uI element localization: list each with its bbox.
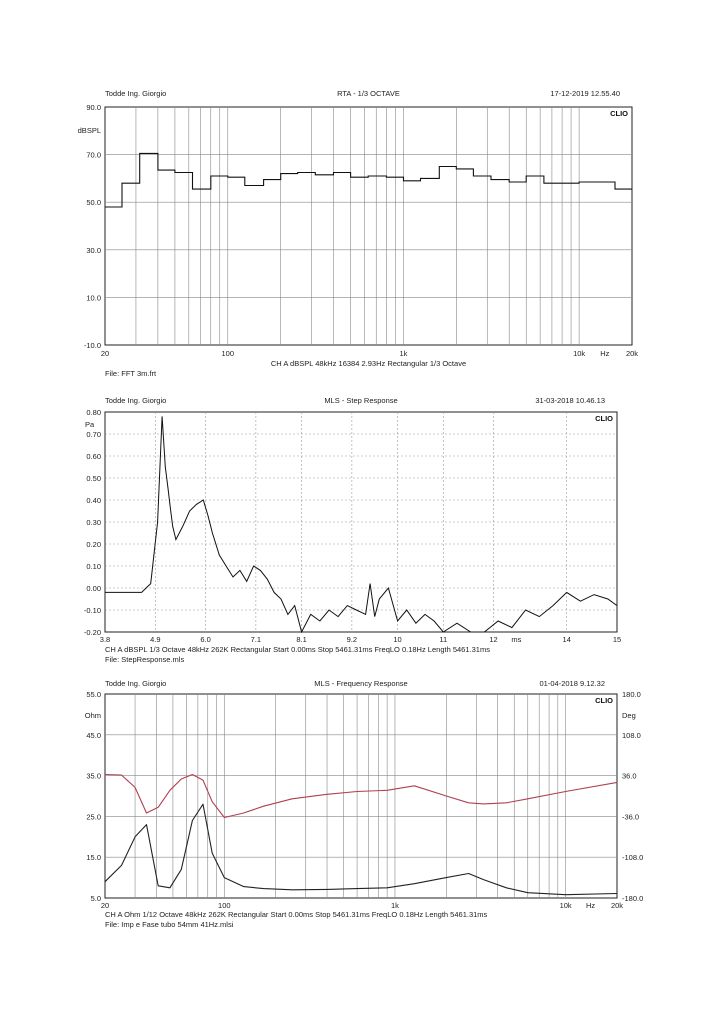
chart-2-ytick-label: 0.40: [86, 496, 101, 505]
chart-3-xtick-label: 20k: [610, 901, 624, 910]
chart-2-xlabel: ms: [511, 635, 522, 644]
chart-2-xtick-label: 4.9: [150, 635, 161, 644]
chart-1-xtick-label: 1k: [399, 349, 408, 358]
chart-1-ytick-label: 30.0: [86, 245, 101, 255]
chart-1-xtick-label: 20: [100, 349, 110, 358]
chart-3-ytick-label: 5.0: [90, 894, 101, 903]
chart-3-series-impedance: [105, 804, 617, 895]
chart-3-xtick-label: 1k: [390, 901, 399, 910]
chart-3-y2tick-label: -108.0: [622, 853, 644, 863]
chart-2-brand: CLIO: [595, 414, 613, 423]
chart-1-ytick-label: -10.0: [83, 341, 101, 350]
chart-2-ytick-label: 0.20: [86, 540, 101, 549]
chart-2-xtick-label: 10: [393, 635, 402, 644]
chart-2-step-curve: [105, 416, 617, 632]
chart-2-xtick-label: 14: [562, 635, 571, 644]
chart-2-timestamp: 31-03-2018 10.46.13: [535, 396, 605, 405]
chart-1-ytick-label: 70.0: [86, 150, 101, 160]
chart-3-file: File: Imp e Fase tubo 54mm 41Hz.mlsi: [105, 920, 234, 929]
chart-3-xunit: Hz: [585, 901, 596, 910]
chart-3-ytick-label: 45.0: [86, 730, 101, 740]
chart-2-ytick-label: 0.00: [86, 584, 101, 593]
chart-2-xtick-label: 11: [439, 635, 448, 644]
chart-3-timestamp: 01-04-2018 9.12.32: [539, 679, 605, 688]
chart-2-file: File: StepResponse.mls: [105, 655, 185, 664]
chart-1-xtick-label: 100: [221, 349, 235, 358]
chart-1-ytick-label: 90.0: [86, 103, 101, 112]
chart-3-series-phase: [105, 775, 617, 818]
chart-3-xtick-label: 20: [100, 901, 110, 910]
chart-3-y2tick-label: -36.0: [622, 812, 640, 822]
chart-1-rta-curve: [105, 153, 632, 207]
chart-2-ylabel: Pa: [85, 420, 95, 429]
chart-2-xtick-label: 6.0: [200, 635, 211, 644]
chart-2-ytick-label: 0.80: [86, 408, 101, 417]
chart-2-xtick-label: 3.8: [99, 635, 111, 644]
chart-1-xtick-label: 10k: [573, 349, 586, 358]
chart-3-xtick-label: 100: [218, 901, 231, 910]
chart-2-title: MLS - Step Response: [324, 396, 398, 405]
chart-1-ytick-label: 50.0: [86, 198, 101, 208]
chart-1-author: Todde Ing. Giorgio: [105, 89, 167, 98]
chart-2-xtick-label: 12: [489, 635, 498, 644]
chart-1-footer: CH A dBSPL 48kHz 16384 2.93Hz Rectangular 1/3 Octave: [270, 359, 467, 368]
chart-1-title: RTA - 1/3 OCTAVE: [337, 89, 400, 98]
chart-2-footer: CH A dBSPL 1/3 Octave 48kHz 262K Rectangular Start 0.00ms Stop 5461.31ms FreqLO 0.18Hz Length 5461.31ms: [105, 645, 490, 654]
chart-3-y2tick-label: 108.0: [622, 730, 641, 740]
chart-3-y2tick-label: -180.0: [622, 894, 644, 903]
chart-1-ytick-label: 10.0: [86, 293, 101, 303]
chart-3-y2label: Deg: [622, 711, 636, 720]
chart-2-ytick-label: -0.10: [83, 606, 101, 615]
chart-2-xtick-label: 15: [612, 635, 622, 644]
chart-2-xtick-label: 9.2: [346, 635, 358, 644]
chart-2-ytick-label: 0.60: [86, 452, 101, 461]
chart-1-frame: [105, 107, 632, 345]
chart-2-ytick-label: 0.30: [86, 518, 101, 527]
chart-3-author: Todde Ing. Giorgio: [105, 679, 167, 688]
chart-2-ytick-label: 0.50: [86, 474, 101, 483]
chart-3-ylabel: Ohm: [84, 711, 101, 720]
chart-2-author: Todde Ing. Giorgio: [105, 396, 167, 405]
chart-3-ytick-label: 55.0: [86, 690, 101, 699]
chart-2-ytick-label: 0.10: [86, 562, 101, 571]
chart-3-ytick-label: 35.0: [86, 771, 101, 781]
chart-1-brand: CLIO: [610, 109, 628, 118]
chart-2-ytick-label: -0.20: [83, 628, 101, 637]
chart-2-ytick-label: 0.70: [86, 430, 101, 439]
chart-1-xunit: Hz: [600, 349, 610, 358]
chart-1-ylabel: dBSPL: [77, 126, 101, 135]
chart-3-brand: CLIO: [595, 696, 613, 705]
chart-2-xtick-label: 8.1: [296, 635, 307, 644]
chart-3-ytick-label: 15.0: [86, 853, 101, 863]
chart-3-ytick-label: 25.0: [86, 812, 101, 822]
chart-3-xtick-label: 10k: [559, 901, 572, 910]
chart-3-title: MLS - Frequency Response: [314, 679, 408, 688]
chart-1-timestamp: 17-12-2019 12.55.40: [550, 89, 620, 98]
chart-3-y2tick-label: 180.0: [622, 690, 641, 699]
chart-1-xtick-label: 20k: [625, 349, 639, 358]
chart-3-y2tick-label: 36.0: [622, 771, 637, 781]
chart-3-footer: CH A Ohm 1/12 Octave 48kHz 262K Rectangular Start 0.00ms Stop 5461.31ms FreqLO 0.18Hz Length 5461.31ms: [105, 910, 488, 919]
chart-1-file: File: FFT 3m.frt: [105, 369, 157, 378]
chart-2-xtick-label: 7.1: [250, 635, 262, 644]
